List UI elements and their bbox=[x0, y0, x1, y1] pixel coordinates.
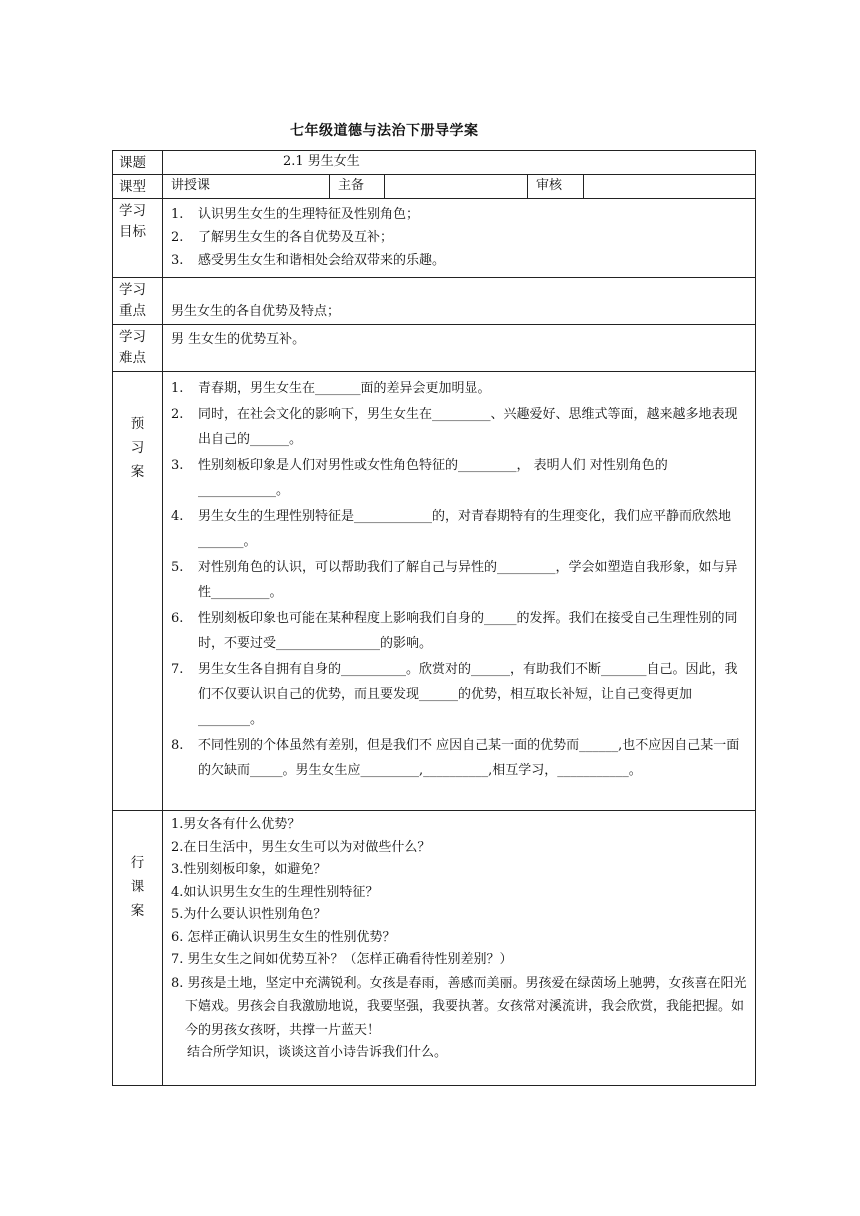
topic-label: 课题 bbox=[119, 155, 146, 171]
key-points-label-line2: 重点 bbox=[119, 303, 146, 319]
key-points-row bbox=[113, 278, 756, 325]
difficulties-row bbox=[113, 325, 756, 372]
preview-item bbox=[171, 657, 747, 732]
goal-text: 了解男生女生的各自优势及互补； bbox=[198, 230, 394, 245]
goal-number: 1. bbox=[171, 207, 184, 222]
preview-label-char: 预 bbox=[130, 416, 145, 432]
goals-row bbox=[113, 199, 756, 278]
main-author-value bbox=[385, 175, 527, 177]
lesson-poem: 8. 男孩是土地，坚定中充满锐利。女孩是春雨，善感而美丽。男孩爱在绿茵场上驰骋，女孩喜在阳光下嬉戏。男孩会自我激励地说，我要坚强，我要执著。女孩常对溪流讲，我会欣赏，我能把握。如今的男孩女孩呀，共撑一片蓝天！ bbox=[171, 975, 747, 1038]
key-points-label bbox=[113, 278, 162, 322]
difficulties-label-line1: 学习 bbox=[119, 329, 146, 345]
preview-number: 5. bbox=[171, 560, 184, 575]
preview-text: 性别刻板印象也可能在某种程度上影响我们自身的_____的发挥。我们在接受自己生理性别的同时，不要过受________________的影响。 bbox=[198, 611, 738, 651]
goals-label-line2: 目标 bbox=[119, 224, 146, 240]
goal-item bbox=[171, 249, 747, 272]
preview-item bbox=[171, 555, 747, 605]
lesson-label-char: 行 bbox=[130, 855, 145, 871]
lesson-question: 2.在日生活中，男生女生可以为对做些什么？ bbox=[171, 839, 431, 855]
preview-text: 青春期，男生女生在_______面的差异会更加明显。 bbox=[198, 381, 491, 396]
lesson-label-char: 案 bbox=[130, 903, 145, 919]
lesson-question: 6. 怎样正确认识男生女生的性别优势？ bbox=[171, 929, 396, 945]
preview-item bbox=[171, 733, 747, 783]
lesson-label bbox=[113, 811, 162, 923]
difficulties-label bbox=[113, 325, 162, 369]
preview-number: 1. bbox=[171, 381, 184, 396]
preview-label-char: 案 bbox=[130, 464, 145, 480]
type-row bbox=[113, 175, 756, 199]
preview-number: 3. bbox=[171, 458, 184, 473]
reviewer-value bbox=[584, 175, 755, 177]
key-points-label-line1: 学习 bbox=[119, 282, 146, 298]
preview-item bbox=[171, 504, 747, 554]
difficulties-label-line2: 难点 bbox=[119, 350, 146, 366]
goal-text: 感受男生女生和谐相处会给双带来的乐趣。 bbox=[198, 253, 446, 268]
preview-number: 2. bbox=[171, 407, 184, 422]
document-title: 七年级道德与法治下册导学案 bbox=[290, 123, 479, 139]
difficulties-text: 男 生女生的优势互补。 bbox=[171, 332, 306, 347]
preview-item bbox=[171, 453, 747, 503]
goals-list bbox=[163, 199, 755, 276]
preview-text: 性别刻板印象是人们对男性或女性角色特征的_________， 表明人们 对性别角色的____________。 bbox=[198, 458, 668, 498]
preview-text: 不同性别的个体虽然有差别，但是我们不 应因自己某一面的优势而______,也不应因自己某一面的欠缺而_____。男生女生应_________,__________,相互学习，___________。 bbox=[198, 738, 740, 778]
preview-text: 同时，在社会文化的影响下，男生女生在_________、兴趣爱好、思维式等面，越来越多地表现出自己的______。 bbox=[198, 407, 738, 447]
goals-label-line1: 学习 bbox=[119, 203, 146, 219]
lesson-row bbox=[113, 811, 756, 1086]
goal-item bbox=[171, 226, 747, 249]
topic-row bbox=[113, 151, 756, 175]
preview-number: 7. bbox=[171, 662, 184, 677]
lesson-question: 3.性别刻板印象，如避免？ bbox=[171, 862, 327, 877]
preview-text: 男生女生各自拥有自身的__________。欣赏对的______，有助我们不断_______自己。因此，我们不仅要认识自己的优势，而且要发现______的优势，相互取长补短，让自己变得更加________。 bbox=[198, 662, 738, 727]
lesson-questions bbox=[163, 811, 755, 1083]
goal-number: 2. bbox=[171, 230, 184, 245]
goal-text: 认识男生女生的生理特征及性别角色； bbox=[198, 207, 420, 222]
lesson-label-char: 课 bbox=[130, 879, 145, 895]
reviewer-label: 审核 bbox=[536, 178, 563, 193]
preview-list bbox=[163, 372, 755, 788]
preview-item bbox=[171, 376, 747, 401]
goal-number: 3. bbox=[171, 253, 184, 268]
lesson-prompt: 结合所学知识，谈谈这首小诗告诉我们什么。 bbox=[187, 1045, 448, 1060]
preview-number: 4. bbox=[171, 509, 184, 524]
lesson-question: 7. 男生女生之间如优势互补？（怎样正确看待性别差别？） bbox=[171, 952, 513, 967]
preview-item bbox=[171, 402, 747, 452]
lesson-question: 1.男女各有什么优势？ bbox=[171, 817, 301, 832]
main-author-label: 主备 bbox=[338, 178, 365, 193]
preview-number: 8. bbox=[171, 738, 184, 753]
preview-row bbox=[113, 372, 756, 811]
preview-text: 对性别角色的认识，可以帮助我们了解自己与异性的_________，学会如塑造自我形象，如与异性_________。 bbox=[198, 560, 738, 600]
preview-label-char: 习 bbox=[130, 440, 145, 456]
lesson-question: 5.为什么要认识性别角色？ bbox=[171, 907, 327, 922]
type-label: 课型 bbox=[119, 179, 146, 195]
preview-item bbox=[171, 606, 747, 656]
goal-item bbox=[171, 203, 747, 226]
preview-text: 男生女生的生理性别特征是____________的，对青春期特有的生理变化，我们应平静而欣然地_______。 bbox=[198, 509, 732, 549]
topic-value: 2.1 男生女生 bbox=[283, 154, 360, 169]
key-points-text: 男生女生的各自优势及特点； bbox=[171, 304, 341, 319]
lesson-plan-table bbox=[112, 150, 756, 1086]
goals-label bbox=[113, 199, 162, 243]
preview-number: 6. bbox=[171, 611, 184, 626]
type-value: 讲授课 bbox=[171, 178, 211, 193]
lesson-question: 4.如认识男生女生的生理性别特征？ bbox=[171, 884, 379, 900]
preview-label bbox=[113, 372, 162, 484]
